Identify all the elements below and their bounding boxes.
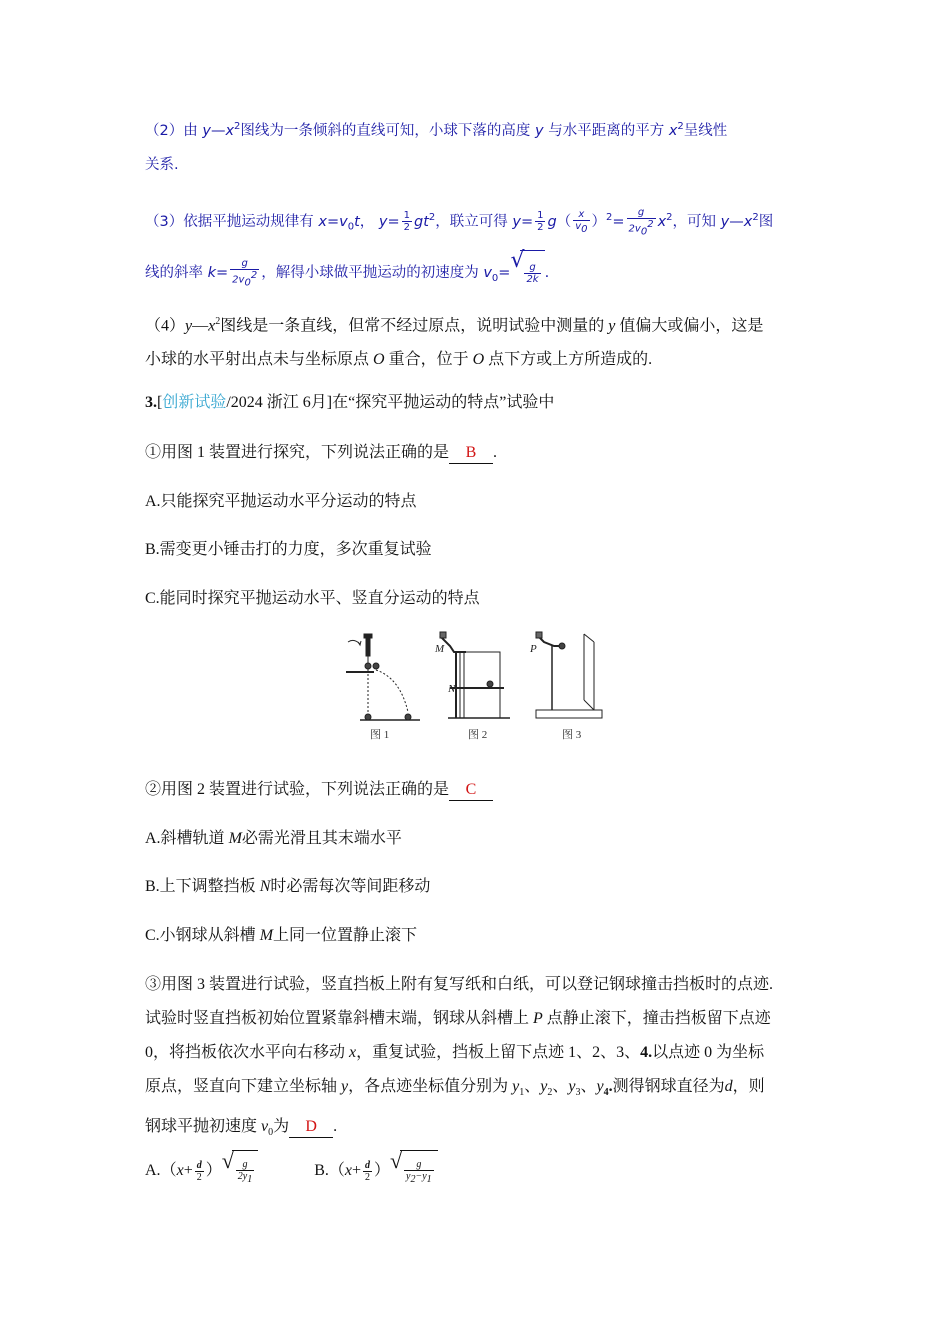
part3-text-2: ，可知 xyxy=(672,213,717,230)
question-tag[interactable]: 创新试验 xyxy=(162,394,227,411)
label-P: P xyxy=(530,643,537,655)
part2-text-3: 呈线性 xyxy=(683,122,728,139)
apparatus-diagram xyxy=(340,630,612,745)
part3-line2-b: ，解得小球做平抛运动的初速度为 xyxy=(261,264,479,281)
caption-fig-1: 图 1 xyxy=(370,729,390,741)
subq3-line-1: ③用图 3 装置进行试验，竖直挡板上附有复写纸和白纸，可以登记钢球撞击挡板时的点迹. xyxy=(145,976,774,993)
subq3-options xyxy=(145,1150,805,1192)
part4-line2-c: 点下方或上方所造成的. xyxy=(488,351,653,369)
subq2-answer: C xyxy=(449,780,493,801)
part3-prefix: （3）依据平抛运动规律有 xyxy=(145,213,314,230)
subq3-option-b: B.（x+ $\frac{d}{2}$ ） √ $\frac{g}{y_2-y_1}$ xyxy=(314,1162,437,1179)
part2-text-2: 与水平距离的平方 xyxy=(548,122,665,139)
subq1-option-b: B.需变更小锤击打的力度，多次重复试验 xyxy=(145,541,432,558)
part3-text-3: 图 xyxy=(758,213,774,230)
subq1-option-c: C.能同时探究平抛运动水平、竖直分运动的特点 xyxy=(145,590,480,607)
subq2-option-a: A.斜槽轨道 M必需光滑且其末端水平 xyxy=(145,830,402,847)
subq2-option-b: B.上下调整挡板 N时必需每次等间距移动 xyxy=(145,878,431,895)
figure-1 xyxy=(346,634,420,720)
subquestion-2 xyxy=(145,773,805,807)
sqrt-g-over-2k: √ $\frac{g}{2k}$ xyxy=(510,250,544,296)
part4-text-2: 值偏大或偏小，这是 xyxy=(619,317,764,335)
subq3-option-a: A.（x+ $\frac{d}{2}$ ） √ $\frac{g}{2y_1}$ xyxy=(145,1162,262,1179)
part4-text-1: 图线是一条直线，但常不经过原点，说明试验中测量的 xyxy=(220,317,605,335)
caption-fig-2: 图 2 xyxy=(468,729,488,741)
part3-line2-a: 线的斜率 xyxy=(145,264,203,281)
solution-part-2: （2）由 $y—x^2$图线为一条倾斜的直线可知，小球下落的高度 y 与水平距离的平方 $x^2$呈线性 关系. xyxy=(145,121,728,173)
subq1-stem: ①用图 1 装置进行探究，下列说法正确的是 xyxy=(145,444,450,461)
label-N: N xyxy=(448,683,456,695)
subquestion-3: ③用图 3 装置进行试验，竖直挡板上附有复写纸和白纸，可以登记钢球撞击挡板时的点迹. 试验时竖直挡板初始位置紧靠斜槽末端，钢球从斜槽上 P 点静止滚下，撞击挡板留下点迹 0，将挡板依次水平向右移动 x，重复试验，挡板上留下点迹 1、2、3、4.以点迹 0 为坐标 原点，竖直向下建立坐标轴 y，各点迹坐标值分别为 $y_1$、$y_2$、$y_3$、$y_4$.测得钢球直径为d，则 钢球平抛初速度 $v_0$为 D . xyxy=(145,976,774,1139)
subquestion-1: ①用图 1 装置进行探究，下列说法正确的是 B . xyxy=(145,436,805,470)
subq1-option-a: A.只能探究平抛运动水平分运动的特点 xyxy=(145,493,417,510)
subq2-option-c: C.小钢球从斜槽 M上同一位置静止滚下 xyxy=(145,927,418,944)
part4-prefix: （4） xyxy=(145,317,186,335)
part3-text-1: ，联立可得 xyxy=(435,213,508,230)
part4-line2-a: 小球的水平射出点未与坐标原点 xyxy=(145,351,370,369)
label-M: M xyxy=(435,643,445,655)
subq2-stem: ②用图 2 装置进行试验，下列说法正确的是 xyxy=(145,781,450,798)
subq3-answer: D xyxy=(289,1117,333,1138)
solution-part-3: （3）依据平抛运动规律有 $x=v_0t$， y= $\frac{1}{2}$ $gt^2$，联立可得 y= $\frac{1}{2}$ g（ $\frac{x}{v_0}$ ）$^2$= $\frac{g}{2v_0^2}$ $x^2$，可知 $y—x^2$图 线的斜率 k= $\frac{g}{2v_0^2}$ ，解得小球做平抛运动的初速度为 $v_0=$ √ $\frac{g}{2k}$ . xyxy=(145,196,805,301)
part4-line2-b: 重合，位于 xyxy=(388,351,469,369)
solution-part-4: $(4)y—x^2$图线是一条直线，但常不经过原点，说明试验中测量的 y 值偏大或偏小，这是 小球的水平射出点未与坐标原点 O 重合，位于 O 点下方或上方所造成的. xyxy=(145,316,764,369)
question-3-header: 3.[创新试验/2024 浙江 6月]在“探究平抛运动的特点”试验中 xyxy=(145,394,555,411)
subq1-answer: B xyxy=(449,443,493,464)
caption-fig-3: 图 3 xyxy=(562,729,582,741)
part2-prefix: （2）由 xyxy=(145,122,198,139)
figure-2 xyxy=(440,632,510,718)
question-source: /2024 浙江 6月]在“探究平抛运动的特点”试验中 xyxy=(226,394,555,411)
apparatus-figures xyxy=(340,630,612,745)
part2-line-2: 关系. xyxy=(145,156,179,173)
part2-text-1: 图线为一条倾斜的直线可知，小球下落的高度 xyxy=(240,122,531,139)
figure-3 xyxy=(536,632,602,718)
question-number: 3. xyxy=(145,394,157,411)
